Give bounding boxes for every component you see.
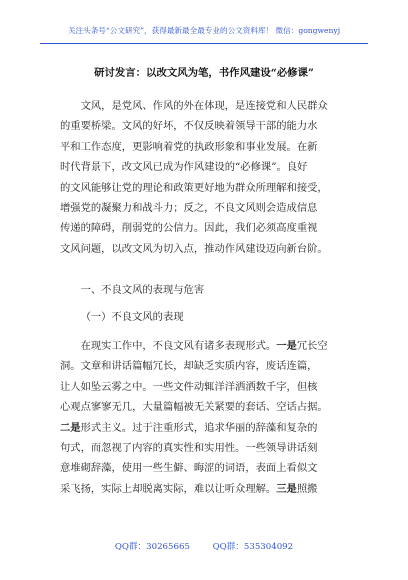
emphasis-text: 二是 xyxy=(60,421,81,434)
text-run: 形式主义。过于注重形式，追求华丽的辞藻和复杂的 xyxy=(80,421,318,434)
paragraph-line xyxy=(60,479,360,499)
paragraph-line: 的重要桥梁。文风的好坏，不仅反映着领导干部的能力水 xyxy=(60,120,318,133)
section-heading: 一、不良文风的表现与危害 xyxy=(80,284,205,296)
emphasis-text: 三是 xyxy=(276,482,297,495)
paragraph-line: 平和工作态度，更影响着党的执政形象和事业发展。在新 xyxy=(60,140,318,153)
text-run: 冗长空 xyxy=(296,340,328,352)
qq-group-1: QQ群：30265665 xyxy=(114,542,190,552)
header-banner: 关注头条号“公文研究”，获得最新最全最专业的公文资料库！ 微信：gongwenyj xyxy=(67,26,341,35)
paragraph-line xyxy=(60,418,360,438)
paragraph-line: 文风问题，以改文风为切入点，推动作风建设迈向新台阶。 xyxy=(60,242,328,255)
paragraph-line: 心观点寥寥无几，大量篇幅被无关紧要的套话、空话占据。 xyxy=(60,401,328,414)
subsection-heading: （一）不良文风的表现 xyxy=(80,311,184,323)
paragraph-line: 增强党的凝聚力和战斗力；反之，不良文风则会造成信息 xyxy=(60,201,318,214)
footer-contact xyxy=(0,541,408,553)
paragraph-line: 洞。文章和讲话篇幅冗长，却缺乏实质内容，废话连篇， xyxy=(60,360,318,373)
intro-paragraph xyxy=(60,96,360,259)
text-run: 采飞扬，实际上却脱离实际，难以让听众理解。 xyxy=(60,482,277,495)
paragraph-line: 的文风能够让党的理论和政策更好地为群众所理解和接受， xyxy=(60,181,328,194)
body-paragraph xyxy=(60,336,360,499)
document-title: 研讨发言：以改文风为笔，书作风建设“必修课” xyxy=(94,67,314,79)
paragraph-line: 句式，而忽视了内容的真实性和实用性。一些领导讲话刻 xyxy=(60,441,318,454)
paragraph-line xyxy=(60,336,360,356)
paragraph-line: 时代背景下，改文风已成为作风建设的“必修课”。良好 xyxy=(60,161,308,174)
paragraph-line: 文风，是党风、作风的外在体现，是连接党和人民群众 xyxy=(80,100,328,112)
paragraph-line: 让人如坠云雾之中。一些文件动辄洋洋洒洒数千字，但核 xyxy=(60,380,318,393)
paragraph-line: 传递的障碍，削弱党的公信力。因此，我们必须高度重视 xyxy=(60,222,318,235)
qq-group-2: QQ群：535304092 xyxy=(212,542,294,552)
paragraph-line: 意堆砌辞藻，使用一些生僻、晦涩的词语，表面上看似文 xyxy=(60,462,318,475)
text-run: 在现实工作中，不良文风有诸多表现形式。 xyxy=(80,340,277,352)
text-run: 照搬 xyxy=(296,482,318,495)
emphasis-text: 一是 xyxy=(276,340,297,352)
header-divider xyxy=(40,43,368,44)
